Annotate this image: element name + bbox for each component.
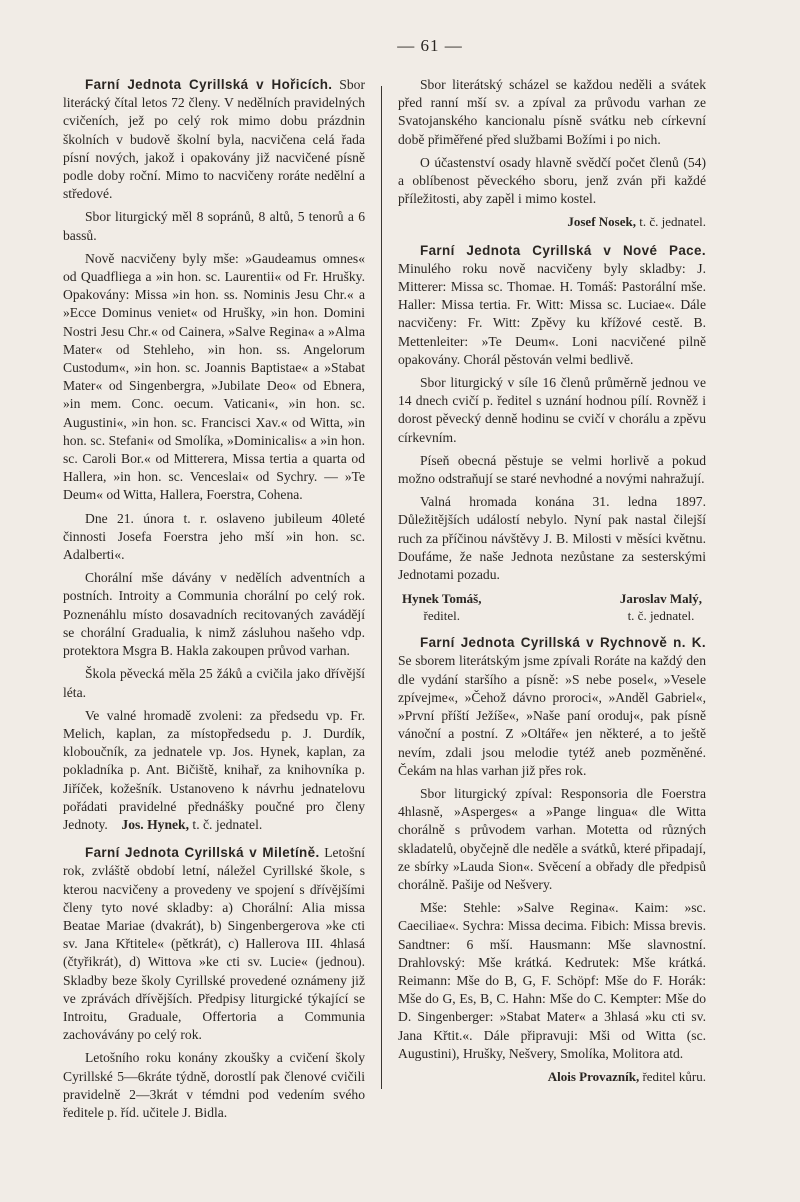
- paragraph: Sbor liturgický měl 8 sopránů, 8 altů, 5 tenorů a 6 bassů.: [63, 209, 365, 243]
- section-miletin: [63, 844, 365, 1122]
- section-heading: Farní Jednota Cyrillská v Nové Pace.: [420, 242, 706, 258]
- signature-name: Jaroslav Malý,: [619, 591, 702, 607]
- paragraph: Mše: Stehle: »Salve Regina«. Kaim: »sc. Caeciliae«. Sychra: Missa decima. Fibich: Missa brevis. Sandtner: 6 mší. Hausmann: Mše slavnostní. Drahlovský: Mše krátká. Kedrutek: Mše krátká. Reimann: Mše do B, G, F. Schöpf: Mše do F. Horák: Mše do G, Es, B, C. Hahn: Mše do C. Kempter: Mše do D. Singenberger: »Stabat Mater« a 3hlasá »ku cti sv. Jana Křtit.«. Dále připravuji: Mši od Witta (sc. Augustini), Hrušky, Nešvery, Smolíka, Molitora atd.: [398, 900, 706, 1061]
- signature-block: [398, 590, 706, 624]
- section-heading: Farní Jednota Cyrillská v Hořicích.: [85, 77, 333, 92]
- paragraph-text: Ve valné hromadě zvoleni: za předsedu vp. Fr. Melich, kaplan, za místopředsedu p. J. Durdík, kloboučník, za jednatele vp. Jos. Hynek, kaplan, za pokladníka p. Ant. Bičiště, knihař, za knihovníka p. Jiříček, kožešník. Ustanoveno k návrhu jednatelovu pořádati pravidelné přednášky poučné pro členy Jednoty.: [63, 707, 365, 832]
- left-column: [63, 76, 365, 1127]
- signature-name: Hynek Tomáš,: [402, 591, 482, 607]
- paragraph: Škola pěvecká měla 25 žáků a cvičila jako dřívější léta.: [63, 666, 365, 700]
- signature-name: Josef Nosek,: [567, 214, 636, 230]
- paragraph: [398, 242, 706, 369]
- signature-title: ředitel kůru.: [642, 1068, 706, 1084]
- paragraph: Sbor literátský scházel se každou neděli a svátek před ranní mší sv. a zpíval za průvodu varhan ze Svatojanského kancionalu písně svátku neb církevní době přiměřené před službami Božími i po nich.: [398, 77, 706, 147]
- section-heading: Farní Jednota Cyrillská v Rychnově n. K.: [420, 635, 706, 651]
- paragraph: [398, 634, 706, 780]
- paragraph: Píseň obecná pěstuje se velmi horlivě a pokud možno odstraňují se staré nevhodné a novými nahražují.: [398, 452, 706, 487]
- paragraph: Sbor liturgický zpíval: Responsoria dle Foerstra 4hlasně, »Asperges« a »Pange lingua« dle Witta chorálně s průvodem varhan. Motetta od různých skladatelů, obyčejně dle neděle a svátků, které připadají, ze sbírky »Lauda Sion«. Svěcení a obřady dle předpisů chorálně. Pašije od Nešvery.: [398, 785, 706, 892]
- paragraph: Sbor liturgický v síle 16 členů průměrně jednou ve 14 dnech cvičí p. ředitel s uznání hodnou pílí. Rovněž i dorost pěvecký denně hodinu se cvičí v chorálu a zpěvu církevním.: [398, 375, 706, 445]
- column-divider: [381, 86, 382, 1089]
- paragraph: [63, 707, 365, 834]
- signature-name: Alois Provazník,: [547, 1068, 640, 1084]
- section-miletin-continued: [398, 76, 706, 232]
- paragraph: Valná hromada konána 31. ledna 1897. Důležitějších událostí nebylo. Nyní pak nastal čilejší ruch za příčinou návštěvy J. B. Milosti v měsíci květnu. Doufáme, že naše Jednota nezůstane za sesterskými Jednotami pozadu.: [398, 494, 706, 583]
- signature: [398, 1068, 706, 1086]
- paragraph: [398, 154, 706, 209]
- signature: [398, 213, 706, 231]
- right-column: [398, 76, 706, 1094]
- page-number: — 61 —: [397, 36, 463, 55]
- signature-title: t. č. jednatel.: [627, 608, 695, 624]
- section-rychnov: [398, 634, 706, 1086]
- paragraph: [63, 844, 365, 1044]
- signature-name: Jos. Hynek,: [121, 816, 190, 832]
- paragraph: Chorální mše dávány v nedělích adventních a postních. Introity a Communia chorální po celý rok. Poznenáhlu místo dosavadních recitovaných zavádějí se chorální Gradualia, k nimž zásluhou našeho vdp. protektora Msgra B. Hakla zakoupen průvod varhan.: [63, 570, 365, 659]
- signature-right: [620, 590, 702, 624]
- paragraph: Nově nacvičeny byly mše: »Gaudeamus omnes« od Quadfliega a »in hon. sc. Laurentii« od Fr. Hrušky. Opakovány: Missa »in hon. ss. Nominis Jesu Chr.« a »Ecce Dominus veniet« od Hrušky, »in hon. Domini Nostri Jesu Chr.« od Cainera, »Salve Regina« a »Alma Mater« od Stehleho, »in hon. ss. Angelorum Custodum«, »in hon. sc. Joannis Baptistae« a »Stabat Mater« od Singenbergra, »Jubilate Deo« od Ebnera, »in mem. Conc. oecum. Vaticani«, »in hon. sc. Augustini«, »in hon. sc. Francisci Xav.« od Witta, »in hon. sc. Stefani« od Smolíka, »Dominicalis« a »in hon. sc. Caroli Bor.« od Mitterera, Missa tertia a quarta od Hallera, »in hon. sc. Venceslai« od Sychry. — »Te Deum« od Witta, Hallera, Foerstra, Cohena.: [63, 250, 365, 503]
- paragraph: Dne 21. února t. r. oslaveno jubileum 40leté činnosti Josefa Foerstra jeho mší »in hon. sc. Adalberti«.: [63, 510, 365, 563]
- paragraph: Letošního roku konány zkoušky a cvičení školy Cyrillské 5—6kráte týdně, dorostlí pak členové cvičili pravidelně 2—3krát v témdni pod vedením svého ředitele p. říd. učitele J. Bidla.: [63, 1050, 365, 1120]
- section-nova-paka: [398, 242, 706, 625]
- paragraph-text: Sbor literácký čítal letos 72 členy. V nedělních pravidelných cvičeních, jež po celý rok mimo dobu prázdnin školních v budově školní byla, nacvičena celá řada písní nových, jakož i opakovány již nacvičené písně podle doby roční. Mimo to nacvičeny roráte nedělní a středové.: [63, 77, 365, 202]
- paragraph: [63, 76, 365, 203]
- paragraph-text: O účastenství osady hlavně svědčí počet členů (54) a oblíbenost pěveckého sboru, jenž zván při každé příležitosti, aby zapěl i mimo kostel.: [398, 154, 706, 207]
- signature-title: t. č. jednatel.: [639, 214, 706, 230]
- signature-left: [402, 590, 481, 624]
- section-heading: Farní Jednota Cyrillská v Miletíně.: [85, 845, 320, 861]
- paragraph-text: Se sborem literátským jsme zpívali Roráte na každý den dle vydání staršího a písně: »S nebe posel«, »Vesele zpívejme«, »Čehož dávno proroci«, »Anděl Gabriel«, »První příští Ježíše«, »Naše paní oroduj«, pak písně vánoční a postní. Z »Oltáře« jen některé, a to ještě nevím, zdali jsou melodie tytéž aneb pozměněné. Čekám na hlas varhan již přes rok.: [398, 653, 706, 778]
- signature-title: ředitel.: [423, 608, 460, 624]
- section-horice: [63, 76, 365, 834]
- signature-title: t. č. jednatel.: [192, 816, 263, 832]
- paragraph-text: Minulého roku nově nacvičeny byly skladby: J. Mitterer: Missa sc. Thomae. H. Tomáš: Pastorální mše. Haller: Missa tertia. Fr. Witt: Missa sc. Luciae«. Dále nacvičeny: Fr. Witt: Zpěvy ku křížové cestě. B. Mettenleiter: »Te Deum«. Loni nacvičené pilně opakovány. Chorál pěstován velmi bedlivě.: [398, 260, 706, 367]
- paragraph-text: Letošní rok, zvláště období letní, náležel Cyrillské škole, s kterou nacvičeny a provedeny ve spojení s dřívějšími členy tyto nové skladby: a) Chorální: Alia missa Beatae Mariae (dvakrát), b) Singenbergerova »ke cti sv. Jana Křtitele« (pětkrát), c) Hallerova III. 4hlasá (čtyřikrát), d) Wittova »ke cti sv. Lucie« (jednou). Skladby beze školy Cyrillské provedené oznámeny již ve zprávách dřívějších. Předpisy liturgické týkající se Introitu, Graduale, Offertoria a Communia zachovávány po celý rok.: [63, 845, 365, 1043]
